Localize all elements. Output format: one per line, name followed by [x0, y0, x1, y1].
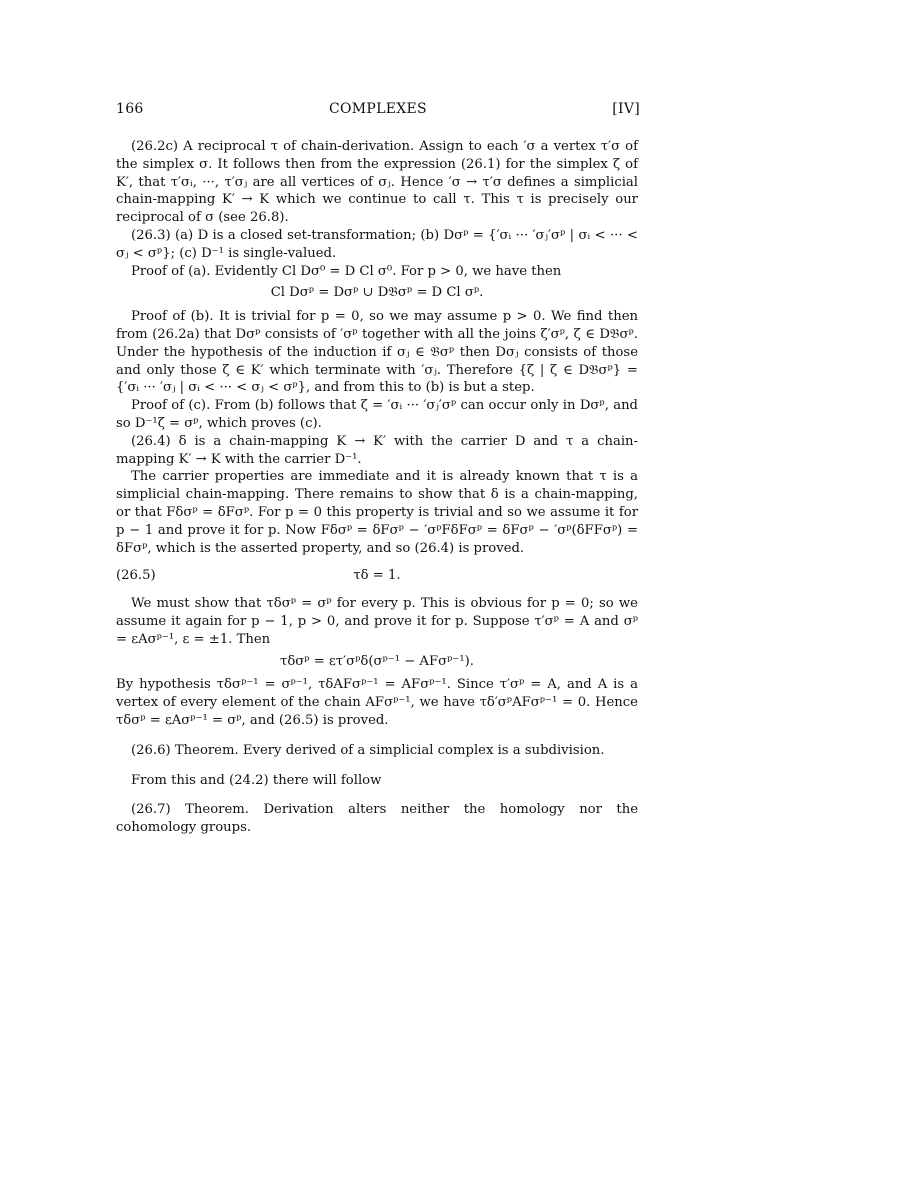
page-body	[116, 138, 638, 837]
paragraph-26-2c: (26.2c) A reciprocal τ of chain-derivation. Assign to each ′σ a vertex τ′σ of the simplex σ. It follows then from the expression (26.1) for the simplex ζ of K′, that τ′σᵢ, ···, τ′σⱼ are all vertices of σⱼ. Hence ′σ → τ′σ defines a simplicial chain-mapping K′ → K which we continue to call τ. This τ is precisely our reciprocal of σ (see 26.8).	[116, 139, 638, 226]
paragraph-proof-26-5: We must show that τδσᵖ = σᵖ for every p. This is obvious for p = 0; so we assume it again for p − 1, p > 0, and prove it for p. Suppose τ′σᵖ = A and σᵖ = εAσᵖ⁻¹, ε = ±1. Then	[116, 596, 638, 647]
numbered-equation-26-5	[116, 567, 638, 585]
paragraph-follow: From this and (24.2) there will follow	[131, 772, 382, 788]
paragraph-carrier-properties: The carrier properties are immediate and it is already known that τ is a simplicial chain-mapping. There remains to show that δ is a chain-mapping, or that Fδσᵖ = δFσᵖ. For p = 0 this property is trivial and so we assume it for p − 1 and prove it for p. Now Fδσᵖ = δFσᵖ − ′σᵖFδFσᵖ = δFσᵖ − ′σᵖ(δFFσᵖ) = δFσᵖ, which is the asserted property, and so (26.4) is proved.	[116, 469, 638, 556]
proof-b: Proof of (b). It is trivial for p = 0, so we may assume p > 0. We find then from (26.2a) that Dσᵖ consists of ′σᵖ together with all the joins ζ′σᵖ, ζ ∈ D𝔅σᵖ. Under the hypothesis of the induction if σⱼ ∈ 𝔅σᵖ then Dσⱼ consists of those and only those ζ ∈ K′ which terminate with ′σⱼ. Therefore {ζ | ζ ∈ D𝔅σᵖ} = {′σᵢ ··· ′σⱼ | σᵢ < ··· < σⱼ < σᵖ}, and from this to (b) is but a step.	[116, 309, 638, 396]
theorem-26-6: (26.6) Theorem. Every derived of a simplicial complex is a subdivision.	[131, 742, 605, 758]
display-equation-tau-delta: τδσᵖ = ετ′σᵖδ(σᵖ⁻¹ − AFσᵖ⁻¹).	[280, 653, 474, 669]
proof-a: Proof of (a). Evidently Cl Dσ⁰ = D Cl σ⁰. For p > 0, we have then	[131, 263, 562, 279]
theorem-26-7: (26.7) Theorem. Derivation alters neither the homology nor the cohomology groups.	[116, 802, 638, 836]
page-number: 166	[116, 101, 144, 117]
proof-c: Proof of (c). From (b) follows that ζ = ′σᵢ ··· ′σⱼ′σᵖ can occur only in Dσᵖ, and so D⁻¹ζ = σᵖ, which proves (c).	[116, 398, 638, 431]
equation-number: (26.5)	[116, 568, 156, 584]
paragraph-hypothesis: By hypothesis τδσᵖ⁻¹ = σᵖ⁻¹, τδAFσᵖ⁻¹ = AFσᵖ⁻¹. Since τ′σᵖ = A, and A is a vertex of every element of the chain AFσᵖ⁻¹, we have τδ′σᵖAFσᵖ⁻¹ = 0. Hence τδσᵖ = εAσᵖ⁻¹ = σᵖ, and (26.5) is proved.	[116, 677, 638, 728]
display-equation-closure: Cl Dσᵖ = Dσᵖ ∪ D𝔅σᵖ = D Cl σᵖ.	[270, 285, 484, 301]
spacer	[116, 789, 638, 801]
paragraph-26-3: (26.3) (a) D is a closed set-transformation; (b) Dσᵖ = {′σᵢ ··· ′σⱼ′σᵖ | σᵢ < ··· < σⱼ < σᵖ}; (c) D⁻¹ is single-valued.	[116, 227, 638, 261]
running-title: COMPLEXES	[328, 101, 427, 117]
equation-body: τδ = 1.	[353, 568, 401, 584]
running-header	[116, 101, 640, 117]
spacer	[116, 730, 638, 742]
paragraph-26-4: (26.4) δ is a chain-mapping K → K′ with the carrier D and τ a chain-mapping K′ → K with the carrier D⁻¹.	[116, 433, 638, 467]
spacer	[116, 760, 638, 772]
chapter-label: [IV]	[612, 101, 640, 117]
